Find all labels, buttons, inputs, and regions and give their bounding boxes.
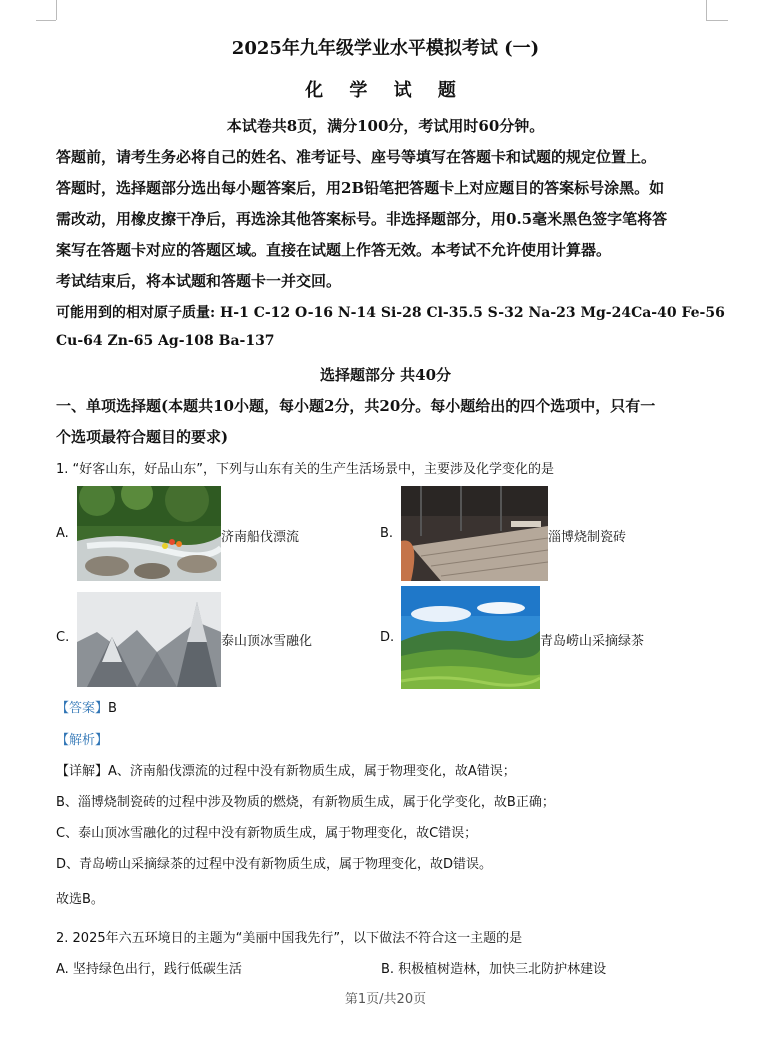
exam-info: 本试卷共8页，满分100分，考试用时60分钟。 xyxy=(226,117,545,135)
option-a-text: 济南船伐漂流 xyxy=(221,530,300,545)
ceramic-tile-factory-image xyxy=(401,486,548,581)
question-1-stem: 1. “好客山东，好品山东”，下列与山东有关的生产生活场景中，主要涉及化学变化的是 xyxy=(56,462,555,477)
option-b-text: 淄博烧制瓷砖 xyxy=(548,530,627,545)
conclusion: 故选B。 xyxy=(56,892,104,907)
snowy-mountain-image xyxy=(77,592,221,687)
option-a-label: A. xyxy=(56,526,69,541)
tea-garden-image xyxy=(401,586,540,689)
detail-line-2: B、淄博烧制瓷砖的过程中涉及物质的燃烧，有新物质生成，属于化学变化，故B正确； xyxy=(56,795,555,810)
detail-line-3: C、泰山顶冰雪融化的过程中没有新物质生成，属于物理变化，故C错误； xyxy=(56,826,478,841)
rafting-image xyxy=(77,486,221,581)
option-d-text: 青岛崂山采摘绿茶 xyxy=(540,634,645,649)
crop-mark-top-left-h xyxy=(36,20,56,21)
part-one-line-2: 个选项最符合题目的要求) xyxy=(56,428,229,446)
answer-value: B xyxy=(108,701,117,716)
atomic-mass-line-1: 可能用到的相对原子质量: H-1 C-12 O-16 N-14 Si-28 Cl-35.5 S-32 Na-23 Mg-24Ca-40 Fe-56 xyxy=(56,305,725,321)
detail-line-4: D、青岛崂山采摘绿茶的过程中没有新物质生成，属于物理变化，故D错误。 xyxy=(56,857,493,872)
page-footer: 第1页/共20页 xyxy=(344,992,427,1007)
analysis-tag: 【解析】 xyxy=(56,733,109,748)
answer-line xyxy=(56,697,117,716)
subject-title: 化 学 试 题 xyxy=(305,80,466,101)
option-c-text: 泰山顶冰雪融化 xyxy=(221,634,313,649)
instruction-line-3: 需改动，用橡皮擦干净后，再选涂其他答案标号。非选择题部分，用0.5毫米黑色签字笔将答 xyxy=(56,210,668,228)
exam-title: 2025年九年级学业水平模拟考试 (一) xyxy=(231,38,540,59)
option-c-label: C. xyxy=(56,630,70,645)
instruction-line-1: 答题前，请考生务必将自己的姓名、准考证号、座号等填写在答题卡和试题的规定位置上。 xyxy=(56,148,657,166)
question-2-option-b: B. 积极植树造林，加快三北防护林建设 xyxy=(381,962,607,977)
instruction-line-5: 考试结束后，将本试题和答题卡一并交回。 xyxy=(56,272,342,290)
crop-mark-top-right xyxy=(706,0,707,20)
section-title: 选择题部分 共40分 xyxy=(319,366,452,384)
instruction-line-4: 案写在答题卡对应的答题区域。直接在试题上作答无效。本考试不允许使用计算器。 xyxy=(56,241,612,259)
option-d-label: D. xyxy=(380,630,395,645)
atomic-mass-line-2: Cu-64 Zn-65 Ag-108 Ba-137 xyxy=(56,333,275,349)
detail-line-1: 【详解】A、济南船伐漂流的过程中没有新物质生成，属于物理变化，故A错误； xyxy=(56,764,516,779)
crop-mark-top-right-h xyxy=(706,20,728,21)
option-b-label: B. xyxy=(380,526,394,541)
instruction-line-2: 答题时，选择题部分选出每小题答案后，用2B铅笔把答题卡上对应题目的答案标号涂黑。如 xyxy=(56,179,665,197)
question-2-option-a: A. 坚持绿色出行，践行低碳生活 xyxy=(56,962,242,977)
question-2-stem: 2. 2025年六五环境日的主题为“美丽中国我先行”，以下做法不符合这一主题的是 xyxy=(56,931,523,946)
part-one-line-1: 一、单项选择题(本题共10小题，每小题2分，共20分。每小题给出的四个选项中，只有一 xyxy=(56,397,656,415)
crop-mark-top-left xyxy=(56,0,57,20)
answer-tag: 【答案】 xyxy=(56,701,109,716)
